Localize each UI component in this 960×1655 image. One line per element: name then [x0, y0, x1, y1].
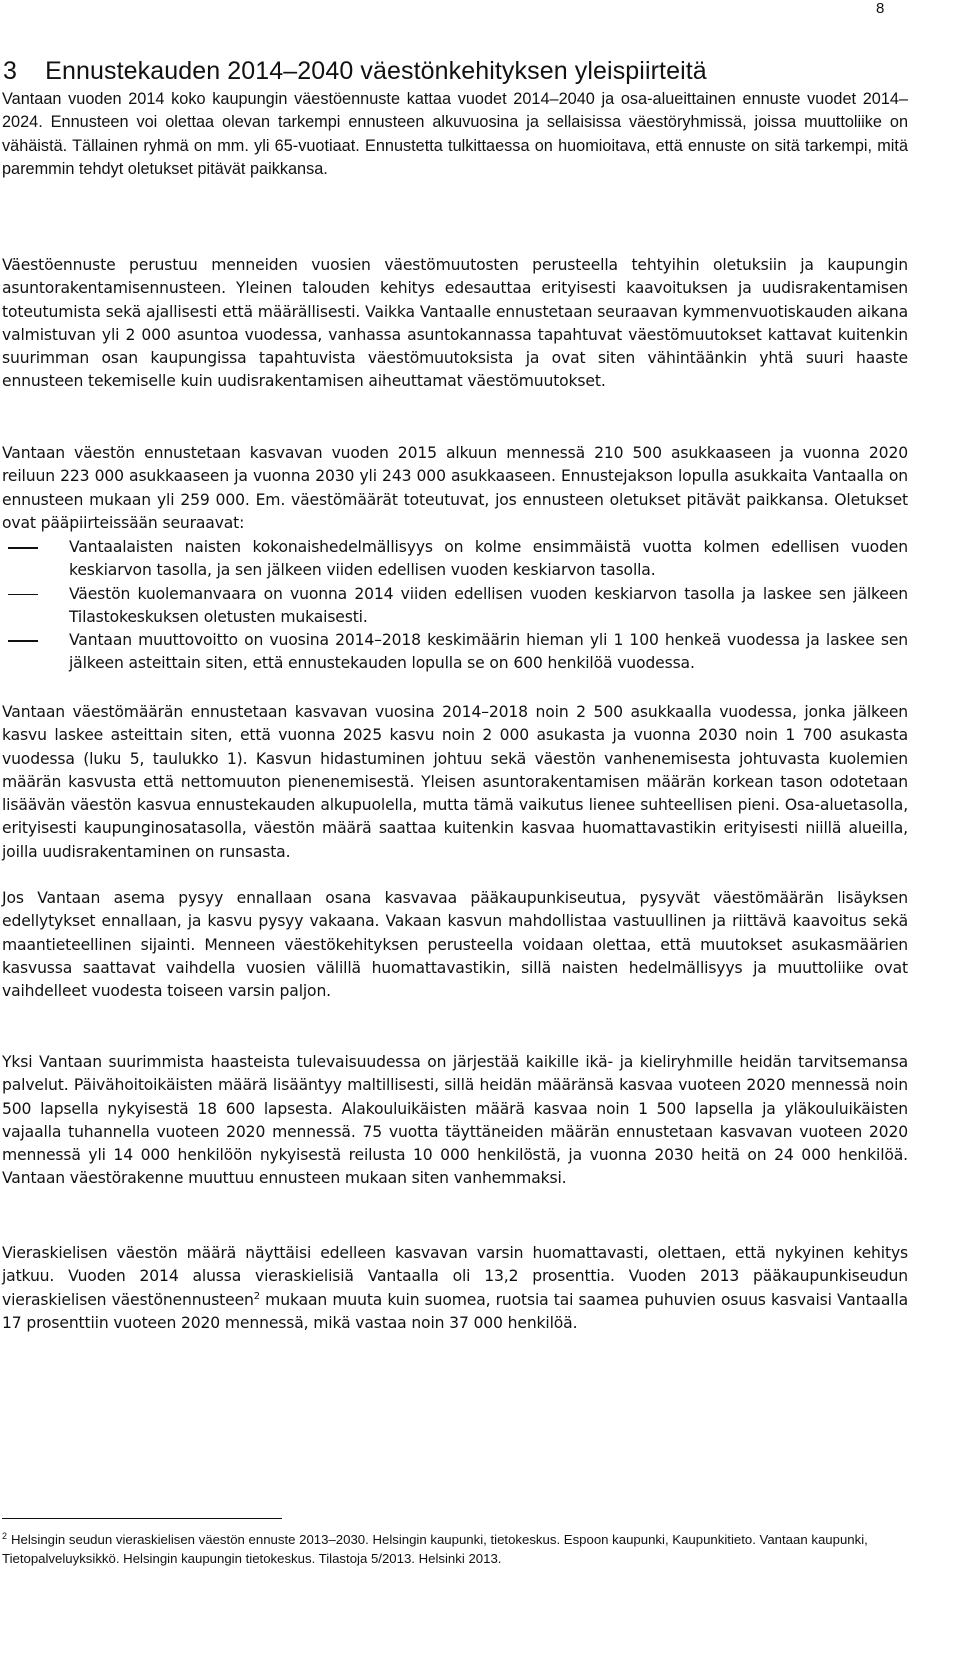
list-item	[2, 629, 908, 676]
paragraph-growth: Vantaan väestömäärän ennustetaan kasvavan vuosina 2014–2018 noin 2 500 asukkaalla vuodessa, jonka jälkeen kasvu laskee asteittain siten, että vuonna 2025 kasvu noin 2 000 asukasta ja vuonna 2030 noin 1 700 asukasta vuodessa (luku 5, taulukko 1). Kasvun hidastuminen johtuu sekä väestön vanhenemisesta johtuvasta kuolemien määrän kasvusta että nettomuuton pienenemisestä. Yleisen asuntorakentamisen määrän korkean tason odotetaan lisäävän väestön kasvua ennustekauden alkupuolella, mutta tämä vaikutus lienee suhteellisen pieni. Osa-aluetasolla, erityisesti kaupunginosatasolla, väestön määrä saattaa kuitenkin kasvaa huomattavastikin erityisesti niillä alueilla, joilla uudisrakentaminen on runsasta.	[2, 703, 908, 861]
paragraph-text: Vieraskielisen väestön määrä näyttäisi edelleen kasvavan varsin huomattavasti, olettaen, että nykyinen kehitys jatkuu. Vuoden 2014 alussa vieraskielisiä Vantaalla oli 13,2 prosenttia. Vuoden 2013 pääkaupunkiseudun vieraskielisen väestönennusteen	[2, 1244, 908, 1309]
footnote-mark: 2	[2, 1530, 8, 1541]
paragraph-basis: Väestöennuste perustuu menneiden vuosien väestömuutosten perusteella tehtyihin oletuksiin ja kaupungin asuntorakentamisennusteen. Yleinen talouden kehitys edesauttaa erityisesti kaavoituksen ja uudisrakentamisen toteutumista sekä ajallisesti että määrällisesti. Vaikka Vantaalle ennustetaan seuraavan kymmenvuotiskauden aikana valmistuvan yli 2 000 asuntoa vuodessa, vanhassa asuntokannassa tapahtuvat väestömuutokset kattavat kuitenkin suurimman osan kaupungissa tapahtuvista väestömuutoksista ja ovat siten vähintäänkin yhtä suuri haaste ennusteen tekemiselle kuin uudisrakentamisen aiheuttamat väestömuutokset.	[2, 256, 908, 391]
dash-bullet-icon	[8, 594, 38, 596]
list-item-text: Vantaan muuttovoitto on vuosina 2014–2018 keskimäärin hieman yli 1 100 henkeä vuodessa ja laskee sen jälkeen asteittain siten, että ennustekauden lopulla se on 600 henkilöä vuodessa.	[69, 631, 908, 673]
dash-bullet-icon	[8, 640, 38, 642]
paragraph-intro: Vantaan vuoden 2014 koko kaupungin väestöennuste kattaa vuodet 2014–2040 ja osa-alueittainen ennuste vuodet 2014–2024. Ennusteen voi olettaa olevan tarkempi ennusteen alkuvuosina ja sellaisissa väestöryhmissä, joissa muuttoliike on vähäistä. Tällainen ryhmä on mm. yli 65-vuotiaat. Ennustetta tulkittaessa on huomioitava, että ennuste on sitä tarkempi, mitä paremmin tehdyt oletukset pitävät paikkansa.	[2, 90, 908, 178]
paragraph-text: mukaan muuta kuin suomea, ruotsia tai saamea puhuvien osuus kasvaisi Vantaalla 17 prosenttiin vuoteen 2020 mennessä, mikä vastaa noin 37 000 henkilöä.	[2, 1290, 908, 1332]
list-item	[2, 583, 908, 630]
paragraph-forecast: Vantaan väestön ennustetaan kasvavan vuoden 2015 alkuun mennessä 210 500 asukkaaseen ja vuonna 2020 reiluun 223 000 asukkaaseen ja vuonna 2030 yli 243 000 asukkaaseen. Ennustejakson lopulla asukkaita Vantaalla on ennusteen mukaan yli 259 000. Em. väestömäärät toteutuvat, jos ennusteen oletukset pitävät paikkansa. Oletukset ovat pääpiirteissään seuraavat:	[2, 444, 908, 532]
assumption-list	[2, 536, 908, 676]
list-item	[2, 536, 908, 583]
footnote-reference[interactable]: 2	[253, 1290, 260, 1302]
paragraph-position: Jos Vantaan asema pysyy ennallaan osana kasvavaa pääkaupunkiseutua, pysyvät väestömäärän lisäyksen edellytykset ennallaan, ja kasvu pysyy vakaana. Vakaan kasvun mahdollistaa vastuullinen ja riittävä kaavoitus sekä maantieteellinen sijainti. Menneen väestökehityksen perusteella voidaan olettaa, että muutokset asukasmäärien kasvussa saattavat vaihdella vuosien välillä huomattavastikin, sillä naisten hedelmällisyys ja muuttoliike ovat vaihdelleet vuodesta toiseen varsin paljon.	[2, 889, 908, 1001]
section-heading: 3 Ennustekauden 2014–2040 väestönkehityksen yleispiirteitä	[3, 57, 707, 85]
list-item-text: Väestön kuolemanvaara on vuonna 2014 viiden edellisen vuoden keskiarvon tasolla ja laskee sen jälkeen Tilastokeskuksen oletusten mukaisesti.	[69, 584, 908, 626]
footnote-divider	[2, 1518, 282, 1519]
page-number: 8	[876, 0, 885, 17]
paragraph-services: Yksi Vantaan suurimmista haasteista tulevaisuudessa on järjestää kaikille ikä- ja kieliryhmille heidän tarvitsemansa palvelut. Päivähoitoikäisten määrä lisääntyy maltillisesti, sillä heidän määränsä kasvaa vuoteen 2020 mennessä noin 500 lapsella nykyisestä 18 600 lapsesta. Alakouluikäisten määrä kasvaa noin 1 500 lapsella ja yläkouluikäisten vajaalla tuhannella vuoteen 2020 mennessä. 75 vuotta täyttäneiden määrän ennustetaan kasvavan vuoteen 2020 mennessä yli 14 000 henkilöön nykyisestä reilusta 10 000 henkilöstä, ja vuonna 2030 heitä on 24 000 henkilöä. Vantaan väestörakenne muuttuu ennusteen mukaan siten vanhemmaksi.	[2, 1053, 908, 1188]
paragraph-foreign-language	[2, 1242, 908, 1335]
list-item-text: Vantaalaisten naisten kokonaishedelmällisyys on kolme ensimmäistä vuotta kolmen edellisen vuoden keskiarvon tasolla, ja sen jälkeen viiden edellisen vuoden keskiarvon tasolla.	[69, 538, 908, 580]
dash-bullet-icon	[8, 547, 38, 549]
footnote-text: Helsingin seudun vieraskielisen väestön ennuste 2013–2030. Helsingin kaupunki, tietokeskus. Espoon kaupunki, Kaupunkitieto. Vantaan kaupunki, Tietopalveluyksikkö. Helsingin kaupungin tietokeskus. Tilastoja 5/2013. Helsinki 2013.	[2, 1532, 868, 1566]
footnote	[2, 1530, 932, 1568]
